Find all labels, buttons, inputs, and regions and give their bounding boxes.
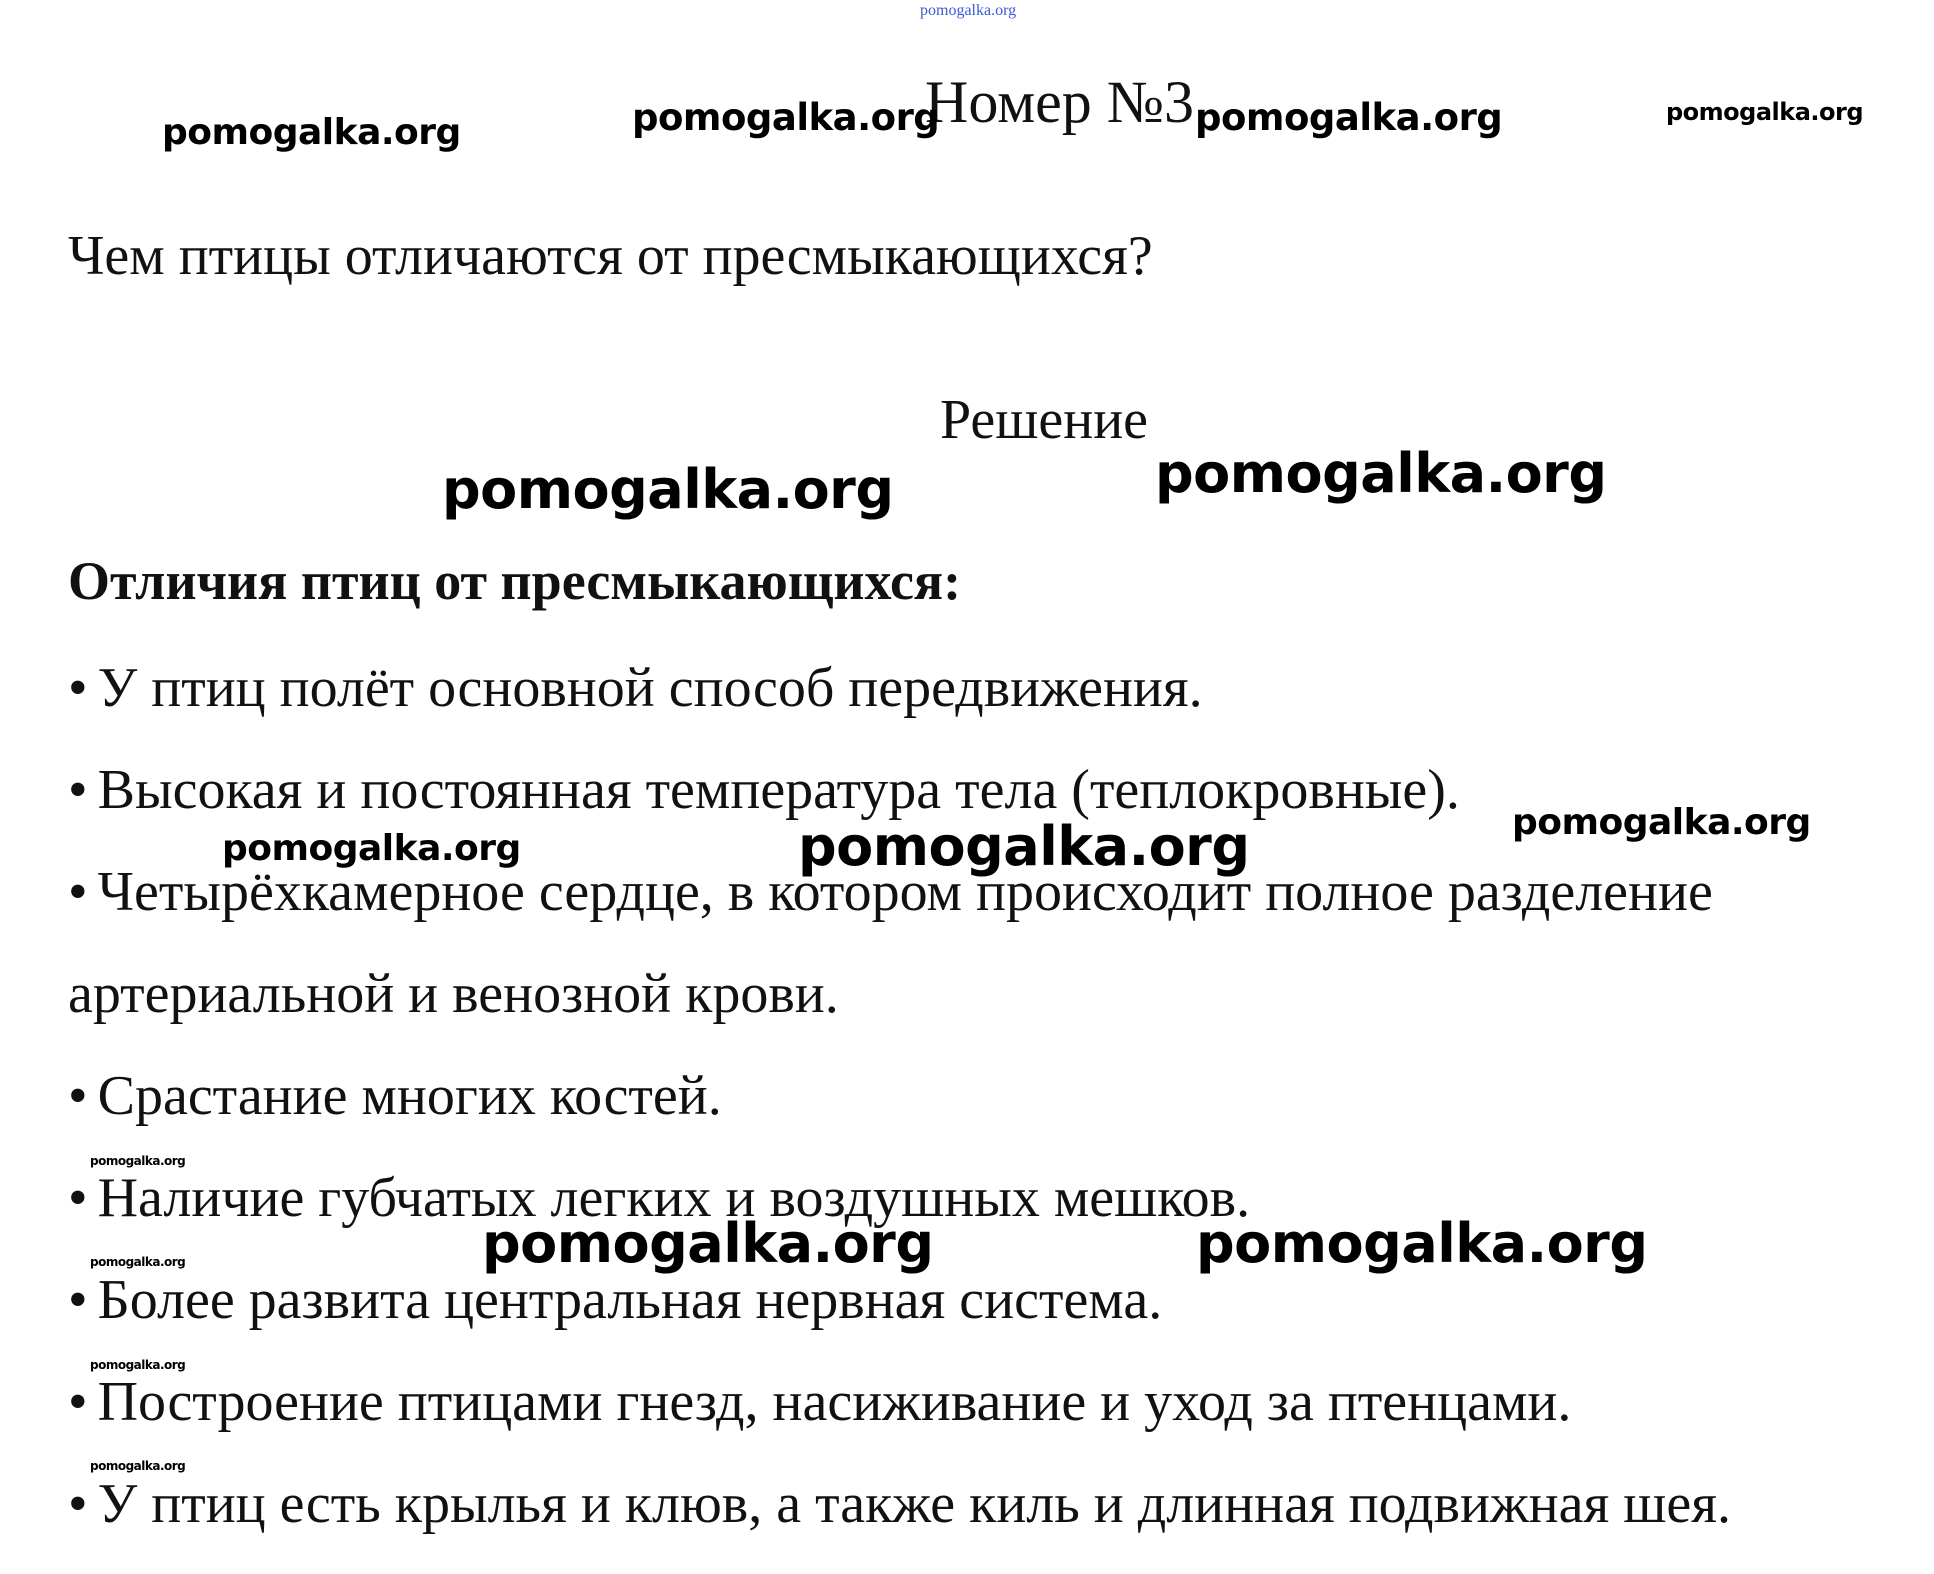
list-item-continuation	[68, 962, 839, 1026]
watermark: pomogalka.org	[162, 112, 461, 153]
watermark: pomogalka.org	[1155, 442, 1607, 505]
list-item	[68, 1268, 1162, 1332]
list-item	[68, 758, 1460, 822]
watermark: pomogalka.org	[798, 815, 1250, 878]
list-item-text: Высокая и постоянная температура тела (теплокровные).	[97, 759, 1460, 821]
bullet-marker: •	[68, 657, 88, 719]
bullet-marker: •	[68, 1065, 88, 1127]
list-item	[68, 860, 1713, 924]
list-item	[68, 1472, 1731, 1536]
bullet-marker: •	[68, 1269, 88, 1331]
bullet-marker: •	[68, 1167, 88, 1229]
watermark: pomogalka.org	[1666, 98, 1864, 126]
list-item-text: Срастание многих костей.	[97, 1065, 722, 1127]
watermark: pomogalka.org	[90, 1154, 186, 1168]
watermark: pomogalka.org	[90, 1358, 186, 1372]
watermark: pomogalka.org	[482, 1212, 934, 1275]
list-item-text: Построение птицами гнезд, насиживание и уход за птенцами.	[97, 1371, 1572, 1433]
list-item-text: Четырёхкамерное сердце, в котором происходит полное разделение	[97, 861, 1713, 923]
watermark: pomogalka.org	[1196, 1212, 1648, 1275]
question-text: Чем птицы отличаются от пресмыкающихся?	[68, 225, 1153, 287]
watermark: pomogalka.org	[442, 458, 894, 521]
bullet-marker: •	[68, 1473, 88, 1535]
bullet-marker: •	[68, 759, 88, 821]
list-item-text: артериальной и венозной крови.	[68, 963, 839, 1025]
watermark: pomogalka.org	[1512, 802, 1811, 843]
watermark: pomogalka.org	[632, 96, 940, 139]
list-item	[68, 1370, 1571, 1434]
list-item-text: Более развита центральная нервная система.	[97, 1269, 1163, 1331]
watermark: pomogalka.org	[90, 1459, 186, 1473]
bullet-marker: •	[68, 861, 88, 923]
bullet-marker: •	[68, 1371, 88, 1433]
list-item-text: У птиц полёт основной способ передвижения.	[97, 657, 1203, 719]
list-item	[68, 656, 1203, 720]
list-item-text: У птиц есть крылья и клюв, а также киль и длинная подвижная шея.	[97, 1473, 1731, 1535]
solution-label: Решение	[940, 389, 1149, 451]
answer-title: Отличия птиц от пресмыкающихся:	[68, 551, 962, 611]
watermark: pomogalka.org	[222, 828, 521, 869]
page-title: Номер №3	[925, 69, 1195, 135]
watermark: pomogalka.org	[90, 1255, 186, 1269]
list-item	[68, 1064, 722, 1128]
list-item-text: Наличие губчатых легких и воздушных мешков.	[97, 1167, 1251, 1229]
watermark: pomogalka.org	[1195, 96, 1503, 139]
top-watermark: pomogalka.org	[920, 2, 1017, 19]
